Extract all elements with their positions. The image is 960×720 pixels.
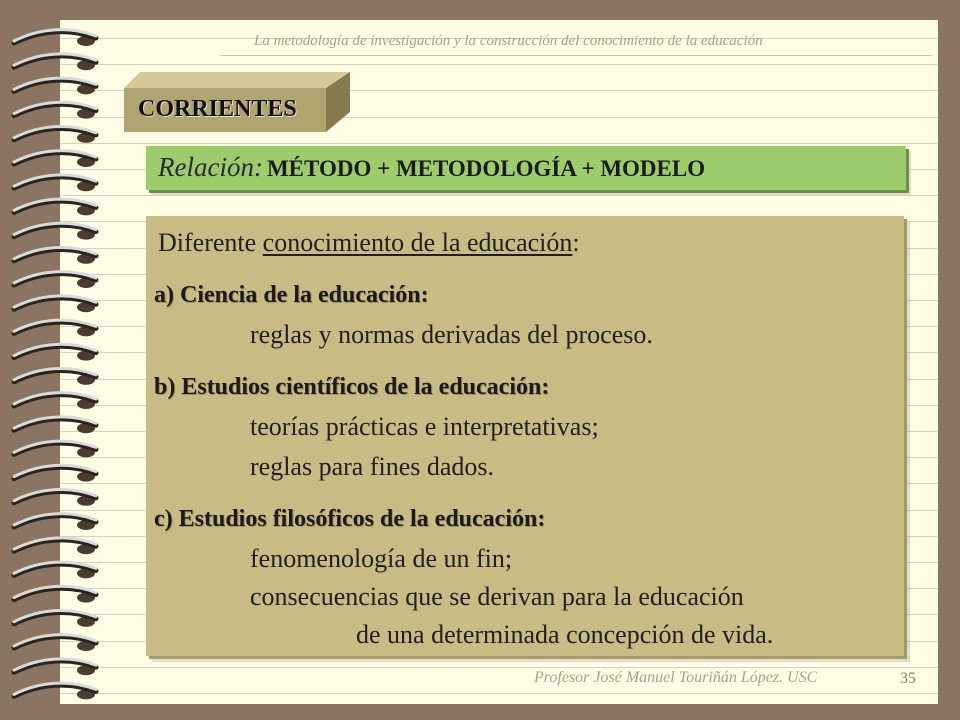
spiral-coil xyxy=(14,538,96,554)
spiral-coil xyxy=(14,199,96,215)
spiral-coil xyxy=(14,126,96,142)
section-a-heading: a) Ciencia de la educación: xyxy=(154,282,429,308)
spiral-coil xyxy=(14,441,96,457)
section-c-line-1: fenomenología de un fin; xyxy=(250,544,513,573)
spiral-binding xyxy=(0,0,120,720)
spiral-coil xyxy=(14,54,96,70)
spiral-coil xyxy=(14,586,96,602)
spiral-coil xyxy=(14,368,96,384)
spiral-coil xyxy=(14,151,96,167)
section-c-line-2: consecuencias que se derivan para la educación xyxy=(250,582,744,611)
page-number: 35 xyxy=(900,670,916,687)
spiral-coil xyxy=(14,683,96,699)
spiral-coil xyxy=(14,102,96,118)
section-a-line-1: reglas y normas derivadas del proceso. xyxy=(250,320,653,349)
footer-author: Profesor José Manuel Touriñán López. USC xyxy=(534,669,818,686)
section-c-heading: c) Estudios filosóficos de la educación: xyxy=(154,506,546,532)
section-tag xyxy=(120,72,350,134)
spiral-coil xyxy=(14,175,96,191)
section-b-heading: b) Estudios científicos de la educación: xyxy=(154,374,550,400)
ruled-line xyxy=(60,195,938,196)
relation-label: Relación xyxy=(158,152,254,182)
section-b-line-2: reglas para fines dados. xyxy=(250,452,495,481)
spiral-coil xyxy=(14,514,96,530)
spiral-coil xyxy=(14,296,96,312)
spiral-coil xyxy=(14,562,96,578)
ruled-line xyxy=(60,667,938,668)
section-c-continuation: de una determinada concepción de vida. xyxy=(356,620,774,649)
spiral-coil xyxy=(14,659,96,675)
header-divider xyxy=(220,55,932,56)
spiral-coil xyxy=(14,465,96,481)
spiral-coil xyxy=(14,78,96,94)
relation-separator: : xyxy=(253,152,263,182)
ruled-line xyxy=(60,64,938,65)
ruled-line xyxy=(60,693,938,694)
spiral-coil xyxy=(14,223,96,239)
spiral-coil xyxy=(14,610,96,626)
spiral-coil xyxy=(14,489,96,505)
intro-suffix: : xyxy=(572,228,580,257)
tag-label: CORRIENTES xyxy=(138,96,297,122)
spiral-coil xyxy=(14,320,96,336)
relation-value: MÉTODO + METODOLOGÍA + MODELO xyxy=(266,156,706,181)
spiral-coil xyxy=(14,272,96,288)
ruled-line xyxy=(60,143,938,144)
intro-prefix: Diferente xyxy=(158,228,257,257)
tag-bevel-side xyxy=(326,72,350,132)
spiral-coil xyxy=(14,247,96,263)
intro-line xyxy=(158,228,580,258)
content-box xyxy=(146,216,904,656)
spiral-coil xyxy=(14,417,96,433)
intro-link: conocimiento de la educación xyxy=(262,228,573,257)
spiral-coil xyxy=(14,635,96,651)
spiral-coil xyxy=(14,393,96,409)
tag-bevel-top xyxy=(124,72,350,88)
spiral-coil xyxy=(14,344,96,360)
spiral-coil xyxy=(14,30,96,46)
relation-box xyxy=(146,146,906,190)
page-header: La metodología de investigación y la construcción del conocimiento de la educación xyxy=(254,33,763,49)
relation-text xyxy=(158,152,705,183)
section-b-line-1: teorías prácticas e interpretativas; xyxy=(250,412,599,441)
